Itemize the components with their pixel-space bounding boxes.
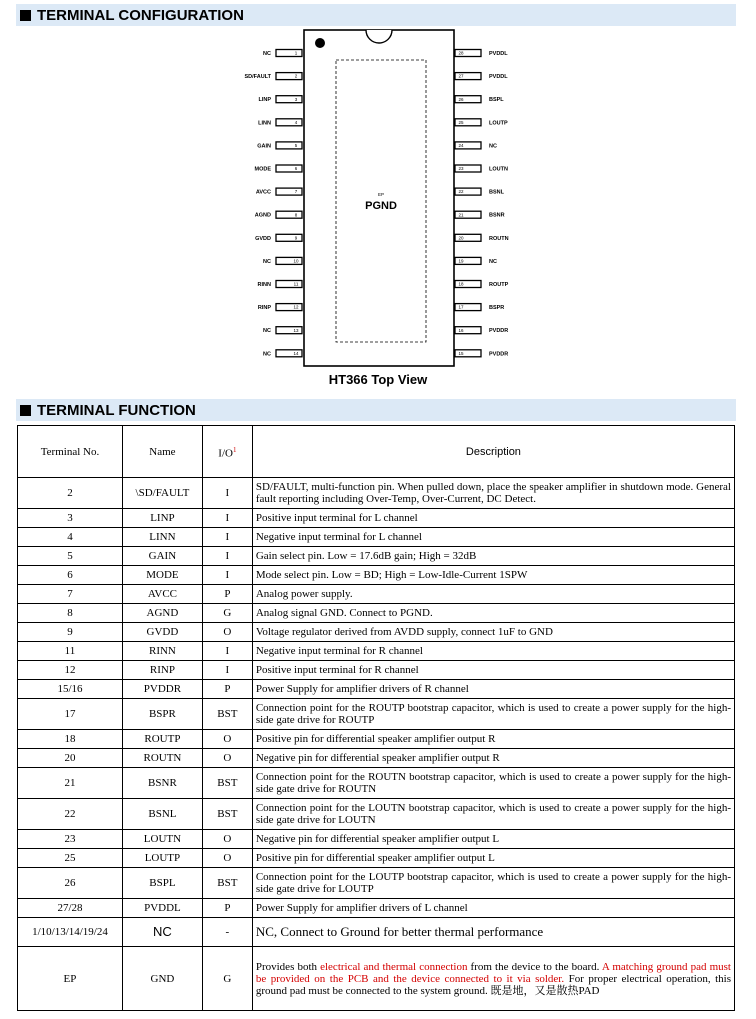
pin-number: 13 xyxy=(293,327,299,333)
cell-name: PVDDR xyxy=(122,680,202,699)
cell-terminal-no: 18 xyxy=(18,730,123,749)
pin-6 xyxy=(255,165,303,173)
pin-lead xyxy=(276,211,302,218)
pin-number: 7 xyxy=(294,189,298,195)
pin-label: BSPR xyxy=(489,305,505,312)
cell-name: LINP xyxy=(122,509,202,528)
cell-description: Positive pin for differential speaker amplifier output L xyxy=(252,849,734,868)
table-header-row xyxy=(18,426,735,478)
cell-io: O xyxy=(202,623,252,642)
pin-8 xyxy=(255,211,302,219)
pin-lead xyxy=(276,96,302,103)
pin-label: NC xyxy=(489,258,497,265)
table-row xyxy=(18,585,735,604)
cell-description: Negative pin for differential speaker amplifier output R xyxy=(252,749,734,768)
cell-io: G xyxy=(202,947,252,1011)
pin-number: 21 xyxy=(458,212,464,218)
cell-name: ROUTN xyxy=(122,749,202,768)
cell-description: Connection point for the LOUTN bootstrap capacitor, which is used to create a power supply for the high-side gate drive for LOUTN xyxy=(252,799,734,830)
cell-name: GAIN xyxy=(122,547,202,566)
table-row xyxy=(18,730,735,749)
pin-number: 16 xyxy=(458,327,464,333)
pin-20 xyxy=(455,234,509,242)
cell-name: BSNR xyxy=(122,768,202,799)
table-row xyxy=(18,899,735,918)
pin-lead xyxy=(276,119,302,126)
pin-number: 18 xyxy=(458,281,464,287)
table-row xyxy=(18,830,735,849)
table-row xyxy=(18,642,735,661)
right-pin-column xyxy=(455,50,509,358)
pin-label: GAIN xyxy=(257,143,271,150)
cell-io: O xyxy=(202,830,252,849)
pin-label: PVDDL xyxy=(489,51,508,57)
table-row xyxy=(18,749,735,768)
pin-26 xyxy=(455,96,504,104)
cell-description: Negative input terminal for R channel xyxy=(252,642,734,661)
cell-terminal-no: 20 xyxy=(18,749,123,768)
table-row xyxy=(18,868,735,899)
chip-body xyxy=(304,30,454,366)
section-title: TERMINAL FUNCTION xyxy=(37,401,196,419)
cell-terminal-no: 21 xyxy=(18,768,123,799)
header-io: $I/O^1$ xyxy=(202,426,252,478)
cell-terminal-no: 2 xyxy=(18,478,123,509)
table-row xyxy=(18,799,735,830)
pin-15 xyxy=(455,350,508,358)
pin-lead xyxy=(276,234,302,241)
cell-io: BST xyxy=(202,868,252,899)
ep-label: EP xyxy=(377,192,385,197)
cell-description: NC, Connect to Ground for better thermal performance xyxy=(252,918,734,947)
pin-label: NC xyxy=(263,258,271,265)
pin-number: 1 xyxy=(294,50,298,56)
pin-number: 12 xyxy=(293,304,299,310)
cell-terminal-no: 12 xyxy=(18,661,123,680)
header-name: Name xyxy=(122,426,202,478)
cell-io: BST xyxy=(202,799,252,830)
cell-description: Positive input terminal for L channel xyxy=(252,509,734,528)
cell-description: Analog power supply. xyxy=(252,585,734,604)
cell-io: I xyxy=(202,528,252,547)
table-row xyxy=(18,566,735,585)
pin-label: LOUTN xyxy=(489,166,508,173)
table-row xyxy=(18,680,735,699)
cell-io: I xyxy=(202,547,252,566)
pin-label: AVCC xyxy=(255,189,271,196)
pin-lead xyxy=(276,188,302,195)
pin-28 xyxy=(455,50,508,58)
pin-label: GVDD xyxy=(255,235,271,242)
table-row xyxy=(18,478,735,509)
pin-lead xyxy=(276,73,302,80)
pin-label: LOUTP xyxy=(489,120,508,127)
pin-label: BSNL xyxy=(489,189,504,196)
pin-number: 25 xyxy=(458,119,464,125)
pin-label: RINN xyxy=(257,282,271,288)
pin-9 xyxy=(255,234,302,242)
pin-number: 24 xyxy=(458,143,464,148)
cell-io: I xyxy=(202,509,252,528)
pin-13 xyxy=(263,327,302,335)
pin-label: PVDDR xyxy=(489,328,509,335)
pin-27 xyxy=(455,73,508,81)
pin-label: ROUTP xyxy=(489,282,509,288)
pin-label: LINN xyxy=(258,120,271,127)
pin-3 xyxy=(258,96,302,104)
cell-description: Provides both electrical and thermal connection from the device to the board. A matching ground pad must be provided on the PCB and the device connected to it via solder. For proper electrical operation, this ground pad must be connected to the system ground. 既是地，又是散热PAD xyxy=(252,947,734,1011)
pin-7 xyxy=(256,188,302,196)
pin-number: 27 xyxy=(458,73,464,79)
cell-name: GVDD xyxy=(122,623,202,642)
cell-description: SD/FAULT, multi-function pin. When pulled down, place the speaker amplifier in shutdown mode. General fault reporting including Over-Temp, Over-Current, DC Detect. xyxy=(252,478,734,509)
pin-number: 10 xyxy=(293,258,299,264)
cell-name: NC xyxy=(122,918,202,947)
cell-io: O xyxy=(202,849,252,868)
pin-number: 8 xyxy=(294,212,298,218)
table-row xyxy=(18,661,735,680)
table-row xyxy=(18,699,735,730)
table-row-ep xyxy=(18,947,735,1011)
cell-io: BST xyxy=(202,699,252,730)
cell-description: Voltage regulator derived from AVDD supply, connect 1uF to GND xyxy=(252,623,734,642)
pin-4 xyxy=(258,119,302,127)
pin-25 xyxy=(455,119,508,127)
pin-number: 22 xyxy=(458,189,464,195)
cell-description: Gain select pin. Low = 17.6dB gain; High = 32dB xyxy=(252,547,734,566)
pin-lead xyxy=(276,50,302,57)
terminal-function-header xyxy=(16,399,736,421)
cell-terminal-no: 26 xyxy=(18,868,123,899)
table-row xyxy=(18,768,735,799)
cell-io: BST xyxy=(202,768,252,799)
pin-24 xyxy=(455,142,497,150)
cell-name: BSPR xyxy=(122,699,202,730)
cell-terminal-no: 23 xyxy=(18,830,123,849)
cell-description: Power Supply for amplifier drivers of L channel xyxy=(252,899,734,918)
pin-16 xyxy=(455,327,508,335)
pin-number: 3 xyxy=(294,96,298,102)
pin-number: 2 xyxy=(294,73,298,79)
cell-description: Positive pin for differential speaker amplifier output R xyxy=(252,730,734,749)
pin-number: 14 xyxy=(293,350,299,356)
pin-11 xyxy=(258,281,302,289)
cell-io: I xyxy=(202,642,252,661)
pin-number: 19 xyxy=(458,258,464,264)
cell-name: BSPL xyxy=(122,868,202,899)
pin-label: BSNR xyxy=(489,212,505,219)
cell-io: - xyxy=(202,918,252,947)
pin-label: SD/FAULT xyxy=(244,74,271,81)
pin-2 xyxy=(245,73,302,81)
cell-io: O xyxy=(202,730,252,749)
cell-io: G xyxy=(202,604,252,623)
cell-io: O xyxy=(202,749,252,768)
cell-terminal-no: 5 xyxy=(18,547,123,566)
pin-label: NC xyxy=(489,143,497,150)
table-row xyxy=(18,509,735,528)
pin-number: 28 xyxy=(458,50,464,56)
pin-number: 15 xyxy=(458,350,464,356)
cell-name: LINN xyxy=(122,528,202,547)
pin-14 xyxy=(263,350,302,358)
pin-number: 26 xyxy=(458,96,464,102)
cell-terminal-no: 25 xyxy=(18,849,123,868)
cell-name: RINN xyxy=(122,642,202,661)
cell-description: Connection point for the LOUTP bootstrap capacitor, which is used to create a power supply for the high-side gate drive for LOUTP xyxy=(252,868,734,899)
pin-19 xyxy=(455,257,497,265)
pin-number: 4 xyxy=(294,119,298,125)
io-footnote-marker: 1 xyxy=(232,445,237,454)
cell-terminal-no: 7 xyxy=(18,585,123,604)
cell-name: RINP xyxy=(122,661,202,680)
pin-23 xyxy=(455,165,508,173)
pin-label: NC xyxy=(263,328,271,335)
pin-lead xyxy=(276,165,302,172)
cell-terminal-no: 9 xyxy=(18,623,123,642)
pin-22 xyxy=(455,188,505,196)
cell-io: I xyxy=(202,661,252,680)
pin-label: NC xyxy=(263,51,271,57)
cell-terminal-no: 8 xyxy=(18,604,123,623)
cell-terminal-no: EP xyxy=(18,947,123,1011)
cell-name: AVCC xyxy=(122,585,202,604)
cell-name: PVDDL xyxy=(122,899,202,918)
cell-io: I xyxy=(202,566,252,585)
pin-label: MODE xyxy=(254,166,271,173)
pin-5 xyxy=(257,142,302,150)
cell-description: Negative input terminal for L channel xyxy=(252,528,734,547)
pin-label: BSPL xyxy=(489,97,504,104)
cell-name: \SD/FAULT xyxy=(122,478,202,509)
cell-io: P xyxy=(202,899,252,918)
cell-terminal-no: 11 xyxy=(18,642,123,661)
pin-21 xyxy=(455,211,505,219)
table-row xyxy=(18,623,735,642)
cell-description: Analog signal GND. Connect to PGND. xyxy=(252,604,734,623)
cell-name: LOUTN xyxy=(122,830,202,849)
cell-name: LOUTP xyxy=(122,849,202,868)
pin-number: 5 xyxy=(294,143,298,148)
cell-description: Connection point for the ROUTN bootstrap capacitor, which is used to create a power supply for the high-side gate drive for ROUTN xyxy=(252,768,734,799)
pin-label: PVDDR xyxy=(489,351,509,358)
table-row xyxy=(18,604,735,623)
cell-terminal-no: 15/16 xyxy=(18,680,123,699)
cell-terminal-no: 3 xyxy=(18,509,123,528)
chip-pinout-diagram xyxy=(0,0,756,400)
pin-lead xyxy=(276,142,302,149)
pin-label: RINP xyxy=(257,305,271,312)
pin-number: 23 xyxy=(458,166,464,172)
cell-name: AGND xyxy=(122,604,202,623)
pin-number: 6 xyxy=(294,166,298,172)
cell-name: BSNL xyxy=(122,799,202,830)
terminal-function-table xyxy=(17,425,735,1011)
cell-io: I xyxy=(202,478,252,509)
cell-name: MODE xyxy=(122,566,202,585)
chip-caption: HT366 Top View xyxy=(328,372,428,387)
table-row xyxy=(18,849,735,868)
cell-description: Connection point for the ROUTP bootstrap capacitor, which is used to create a power supply for the high-side gate drive for ROUTP xyxy=(252,699,734,730)
pin-number: 17 xyxy=(458,304,464,310)
cell-description: Power Supply for amplifier drivers of R channel xyxy=(252,680,734,699)
pin-label: NC xyxy=(263,351,271,358)
pin-label: LINP xyxy=(258,97,271,104)
table-row-nc xyxy=(18,918,735,947)
pin-label: AGND xyxy=(254,212,271,219)
cell-io: P xyxy=(202,680,252,699)
pin-17 xyxy=(455,304,504,312)
cell-description: Positive input terminal for R channel xyxy=(252,661,734,680)
cell-description: Negative pin for differential speaker amplifier output L xyxy=(252,830,734,849)
pin-label: ROUTN xyxy=(489,235,509,242)
cell-terminal-no: 4 xyxy=(18,528,123,547)
pin-10 xyxy=(263,257,302,265)
pin-label: PVDDL xyxy=(489,74,508,81)
pin-12 xyxy=(258,304,302,312)
pin-number: 9 xyxy=(294,235,298,241)
cell-terminal-no: 27/28 xyxy=(18,899,123,918)
cell-description: Mode select pin. Low = BD; High = Low-Idle-Current 1SPW xyxy=(252,566,734,585)
header-terminal-no: Terminal No. xyxy=(18,426,123,478)
left-pin-column xyxy=(245,50,302,358)
cell-terminal-no: 1/10/13/14/19/24 xyxy=(18,918,123,947)
pgnd-label: PGND xyxy=(365,200,397,212)
header-description: Description xyxy=(252,426,734,478)
cell-terminal-no: 22 xyxy=(18,799,123,830)
pin-1 xyxy=(263,50,302,58)
table-row xyxy=(18,528,735,547)
cell-io: P xyxy=(202,585,252,604)
table-row xyxy=(18,547,735,566)
cell-terminal-no: 6 xyxy=(18,566,123,585)
pin1-marker-dot xyxy=(315,38,325,48)
cell-name: ROUTP xyxy=(122,730,202,749)
pin-number: 11 xyxy=(293,281,299,287)
cell-name: GND xyxy=(122,947,202,1011)
cell-terminal-no: 17 xyxy=(18,699,123,730)
pin-number: 20 xyxy=(458,235,464,241)
pin-18 xyxy=(455,281,509,289)
section-title: TERMINAL CONFIGURATION xyxy=(37,6,244,24)
square-bullet-icon xyxy=(20,405,31,416)
